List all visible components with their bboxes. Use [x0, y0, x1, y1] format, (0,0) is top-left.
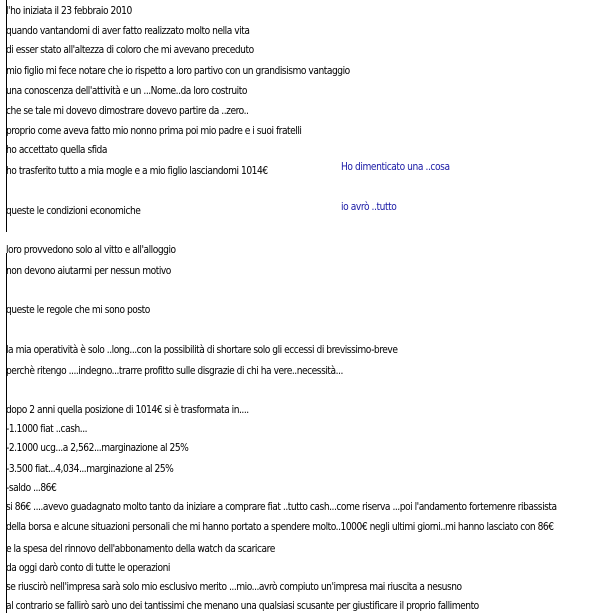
text-line: da oggi darò conto di tutte le operazioni — [6, 562, 170, 574]
text-line: proprio come aveva fatto mio nonno prima poi mio padre e i suoi fratelli — [6, 125, 302, 137]
text-line: queste le regole che mi sono posto — [6, 304, 150, 316]
text-line: che se tale mi dovevo dimostrare dovevo partire da ..zero.. — [6, 105, 249, 117]
side-note: Ho dimenticato una ..cosa — [341, 161, 450, 173]
text-line: una conoscenza dell'attività e un ...Nome..da loro costruito — [6, 85, 247, 97]
text-line: non devono aiutarmi per nessun motivo — [6, 265, 171, 277]
text-line: perchè ritengo ....indegno...trarre profitto sulle disgrazie di chi ha vere..necessità... — [6, 365, 343, 377]
text-line: l'ho iniziata il 23 febbraio 2010 — [6, 5, 132, 17]
text-line: mio figlio mi fece notare che io rispetto a loro partivo con un grandisismo vantaggio — [6, 65, 350, 77]
text-line: si 86€ ....avevo guadagnato molto tanto da iniziare a comprare fiat ..tutto cash...come riserva ...poi l'andamento fortemenre ribassista — [6, 501, 557, 513]
text-line: la mia operatività è solo ..long...con la possibilità di shortare solo gli eccessi di brevissimo-breve — [6, 344, 398, 356]
text-line: quando vantandomi di aver fatto realizzato molto nella vita — [6, 25, 250, 37]
text-line: -1.1000 fiat ..cash... — [6, 423, 88, 435]
text-line: -2.1000 ucg...a 2,562...marginazione al 25% — [6, 442, 189, 454]
text-line: se riuscirò nell'impresa sarà solo mio esclusivo merito ...mio...avrò compiuto un'impresa mai riuscita a nesusno — [6, 581, 462, 593]
text-line: queste le condizioni economiche — [6, 205, 141, 217]
text-line: loro provvedono solo al vitto e all'alloggio — [6, 244, 176, 256]
text-line: -3.500 fiat...4,034...marginazione al 25% — [6, 463, 174, 475]
text-line: al contrario se fallirò sarò uno dei tantissimi che menano una qualsiasi scusante per giustificare il proprio fallimento — [6, 600, 479, 612]
text-line: ho trasferito tutto a mia mogle e a mio figlio lasciandomi 1014€ — [6, 165, 268, 177]
text-line: -saldo ...86€ — [6, 482, 57, 494]
side-note: io avrò ..tutto — [341, 201, 397, 213]
text-line: di esser stato all'altezza di coloro che mi avevano preceduto — [6, 44, 254, 56]
text-line: della borsa e alcune situazioni personali che mi hanno portato a spendere molto..1000€ negli ultimi giorni..mi hanno lasciato con 86€ — [6, 521, 554, 533]
text-line: e la spesa del rinnovo dell'abbonamento della watch da scaricare — [6, 543, 275, 555]
text-line: ho accettato quella sfida — [6, 144, 107, 156]
text-line: dopo 2 anni quella posizione di 1014€ si è trasformata in.... — [6, 404, 249, 416]
